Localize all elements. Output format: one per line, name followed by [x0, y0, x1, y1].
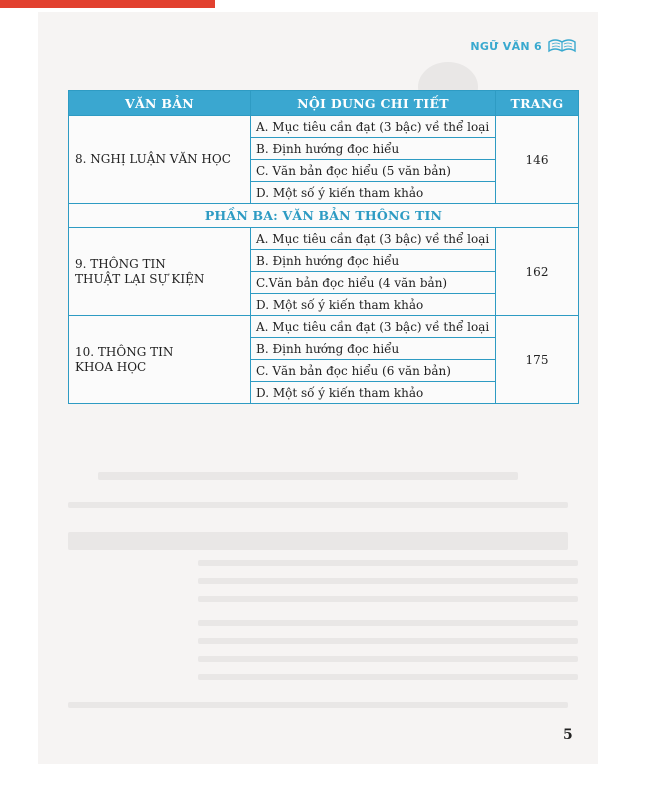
detail-item: A. Mục tiêu cần đạt (3 bậc) về thể loại	[251, 316, 496, 338]
section-title-line: 10. THÔNG TIN	[75, 344, 174, 359]
detail-item: B. Định hướng đọc hiểu	[251, 250, 496, 272]
ghost-line	[198, 560, 578, 566]
section-title-line: 9. THÔNG TIN	[75, 256, 166, 271]
subject-title: NGỮ VĂN 6	[470, 39, 542, 53]
page-ref: 175	[496, 316, 579, 404]
top-red-bar	[0, 0, 215, 8]
detail-item: A. Mục tiêu cần đạt (3 bậc) về thể loại	[251, 116, 496, 138]
page-ref: 146	[496, 116, 579, 204]
table-of-contents	[68, 90, 579, 404]
ghost-line	[198, 638, 578, 644]
ghost-line	[98, 472, 518, 480]
table-row	[69, 116, 579, 138]
detail-item: B. Định hướng đọc hiểu	[251, 338, 496, 360]
book-page	[38, 12, 598, 764]
column-header: VĂN BẢN	[69, 91, 251, 116]
detail-item: A. Mục tiêu cần đạt (3 bậc) về thể loại	[251, 228, 496, 250]
section-title	[69, 228, 251, 316]
table-row	[69, 316, 579, 338]
page-header	[470, 38, 576, 54]
detail-item: C.Văn bản đọc hiểu (4 văn bản)	[251, 272, 496, 294]
column-header: NỘI DUNG CHI TIẾT	[251, 91, 496, 116]
detail-item: C. Văn bản đọc hiểu (5 văn bản)	[251, 160, 496, 182]
detail-item: C. Văn bản đọc hiểu (6 văn bản)	[251, 360, 496, 382]
table-header-row	[69, 91, 579, 116]
page-number: 5	[563, 727, 573, 743]
detail-item: D. Một số ý kiến tham khảo	[251, 382, 496, 404]
section-title-line: KHOA HỌC	[75, 359, 147, 374]
section-title: 8. NGHỊ LUẬN VĂN HỌC	[69, 116, 251, 204]
ghost-line	[198, 578, 578, 584]
table-row	[69, 228, 579, 250]
ghost-line	[198, 620, 578, 626]
ghost-line	[68, 502, 568, 508]
open-book-icon	[548, 38, 576, 54]
ghost-line	[198, 656, 578, 662]
section-title-line: THUẬT LẠI SỰ KIỆN	[75, 271, 205, 286]
column-header: TRANG	[496, 91, 579, 116]
page-ref: 162	[496, 228, 579, 316]
part-title: PHẦN BA: VĂN BẢN THÔNG TIN	[69, 204, 579, 228]
detail-item: D. Một số ý kiến tham khảo	[251, 182, 496, 204]
ghost-line	[68, 532, 568, 550]
ghost-line	[198, 596, 578, 602]
detail-item: B. Định hướng đọc hiểu	[251, 138, 496, 160]
part-title-row	[69, 204, 579, 228]
section-title	[69, 316, 251, 404]
detail-item: D. Một số ý kiến tham khảo	[251, 294, 496, 316]
ghost-line	[68, 702, 568, 708]
ghost-line	[198, 674, 578, 680]
